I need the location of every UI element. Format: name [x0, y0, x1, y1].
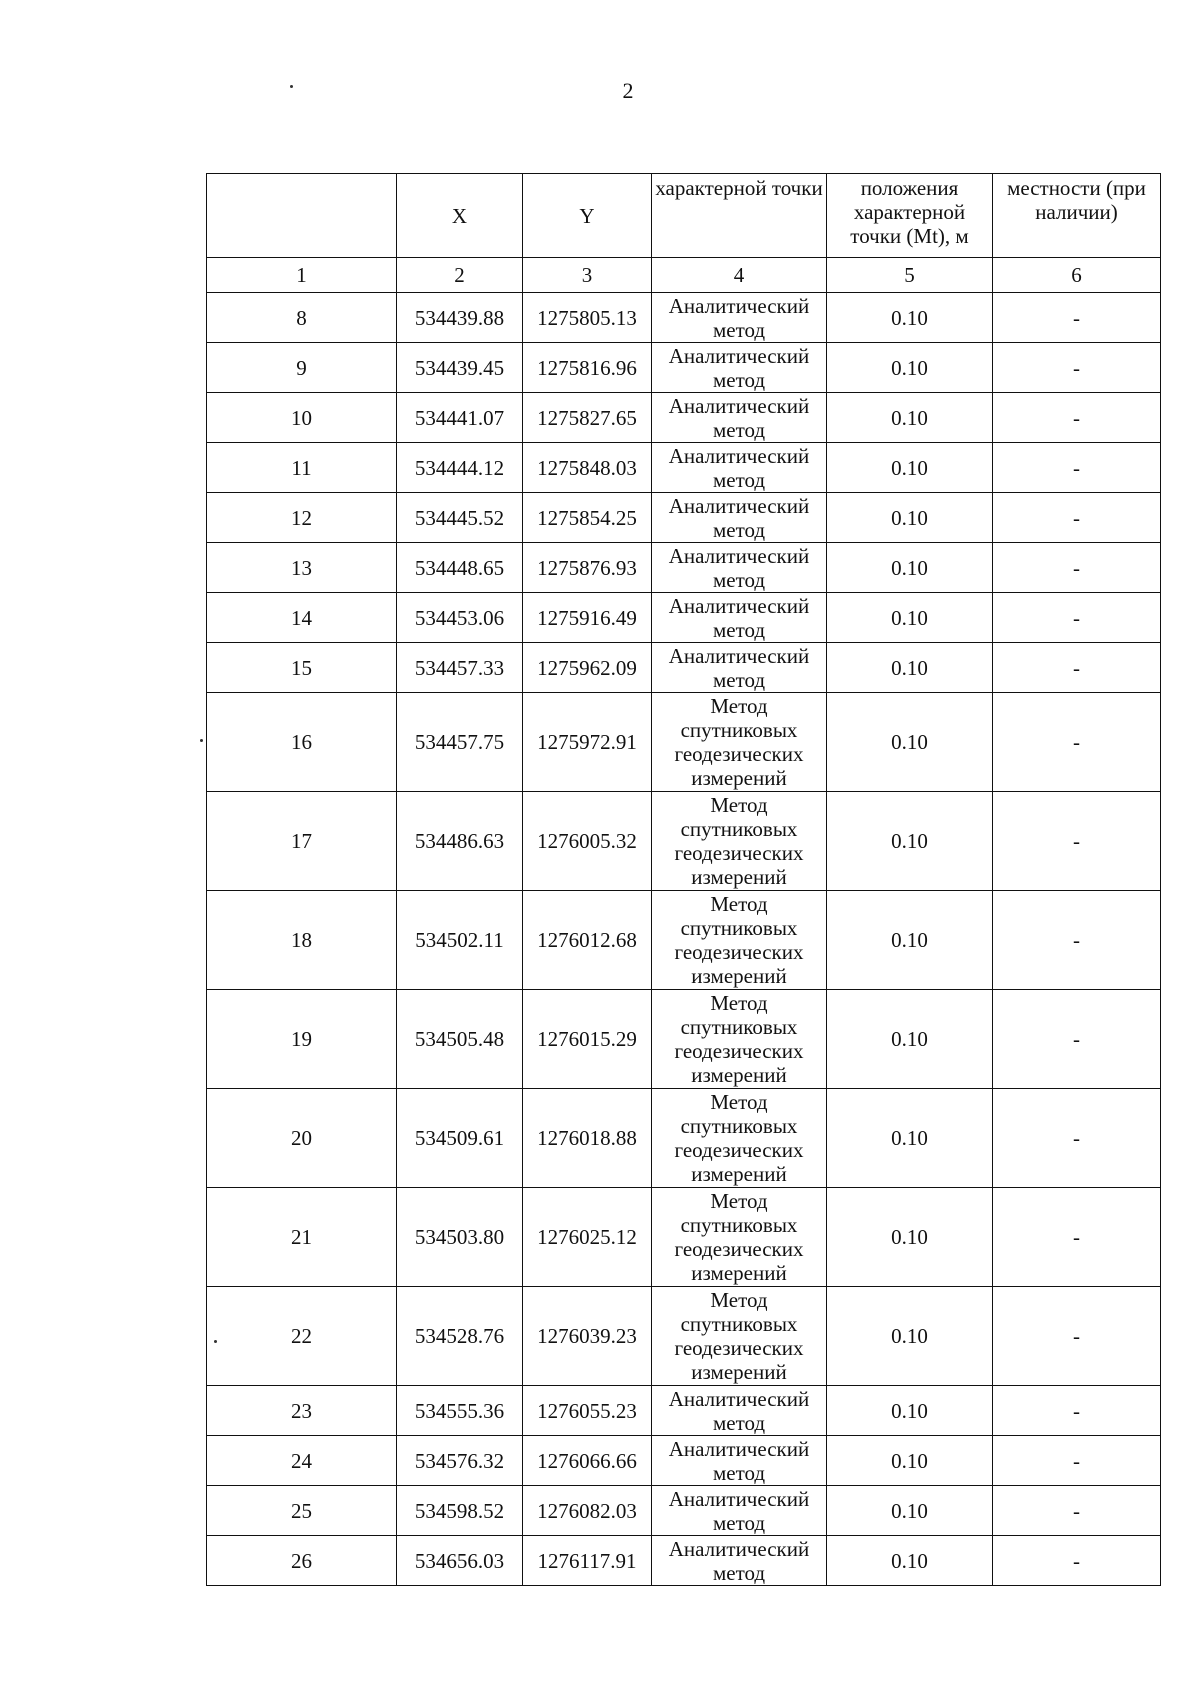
- y-coordinate-cell: 1276025.12: [523, 1188, 652, 1287]
- description-cell: -: [993, 343, 1161, 393]
- description-cell: -: [993, 1486, 1161, 1536]
- description-cell: -: [993, 293, 1161, 343]
- description-cell: -: [993, 1536, 1161, 1586]
- y-coordinate-cell: 1276018.88: [523, 1089, 652, 1188]
- accuracy-cell: 0.10: [827, 1436, 993, 1486]
- y-coordinate-cell: 1276012.68: [523, 891, 652, 990]
- description-cell: -: [993, 891, 1161, 990]
- accuracy-cell: 0.10: [827, 1486, 993, 1536]
- description-cell: -: [993, 1436, 1161, 1486]
- point-number-cell: 26: [207, 1536, 397, 1586]
- method-cell: Метод спутниковых геодезических измерений: [652, 1089, 827, 1188]
- x-coordinate-cell: 534441.07: [397, 393, 523, 443]
- x-coordinate-cell: 534439.45: [397, 343, 523, 393]
- x-coordinate-cell: 534503.80: [397, 1188, 523, 1287]
- method-cell: Аналитический метод: [652, 443, 827, 493]
- y-coordinate-cell: 1275816.96: [523, 343, 652, 393]
- x-coordinate-cell: 534453.06: [397, 593, 523, 643]
- table-row: [207, 693, 1161, 792]
- accuracy-cell: 0.10: [827, 293, 993, 343]
- method-cell: Аналитический метод: [652, 543, 827, 593]
- scan-speck: [290, 85, 293, 88]
- header-cell-accuracy: положения характерной точки (Mt), м: [827, 174, 993, 258]
- description-cell: -: [993, 593, 1161, 643]
- point-number-cell: 22: [207, 1287, 397, 1386]
- description-cell: -: [993, 643, 1161, 693]
- table-row: [207, 1386, 1161, 1436]
- description-cell: -: [993, 443, 1161, 493]
- column-number: 6: [993, 258, 1161, 293]
- table-row: [207, 593, 1161, 643]
- accuracy-cell: 0.10: [827, 693, 993, 792]
- description-cell: -: [993, 1287, 1161, 1386]
- table-row: [207, 1436, 1161, 1486]
- description-cell: -: [993, 543, 1161, 593]
- table-body: [207, 293, 1161, 1586]
- table-row: [207, 493, 1161, 543]
- table-row: [207, 643, 1161, 693]
- table-header-row: [207, 174, 1161, 258]
- accuracy-cell: 0.10: [827, 792, 993, 891]
- accuracy-cell: 0.10: [827, 1386, 993, 1436]
- method-cell: Метод спутниковых геодезических измерений: [652, 693, 827, 792]
- accuracy-cell: 0.10: [827, 643, 993, 693]
- accuracy-cell: 0.10: [827, 393, 993, 443]
- description-cell: -: [993, 393, 1161, 443]
- method-cell: Аналитический метод: [652, 343, 827, 393]
- header-cell-x: X: [397, 174, 523, 258]
- y-coordinate-cell: 1276117.91: [523, 1536, 652, 1586]
- x-coordinate-cell: 534445.52: [397, 493, 523, 543]
- point-number-cell: 8: [207, 293, 397, 343]
- column-number: 5: [827, 258, 993, 293]
- point-number-cell: 23: [207, 1386, 397, 1436]
- method-cell: Метод спутниковых геодезических измерений: [652, 1188, 827, 1287]
- point-number-cell: 13: [207, 543, 397, 593]
- table-row: [207, 1486, 1161, 1536]
- x-coordinate-cell: 534457.75: [397, 693, 523, 792]
- x-coordinate-cell: 534576.32: [397, 1436, 523, 1486]
- description-cell: -: [993, 493, 1161, 543]
- point-number-cell: 11: [207, 443, 397, 493]
- table-row: [207, 1536, 1161, 1586]
- accuracy-cell: 0.10: [827, 443, 993, 493]
- method-cell: Аналитический метод: [652, 643, 827, 693]
- point-number-cell: 24: [207, 1436, 397, 1486]
- accuracy-cell: 0.10: [827, 990, 993, 1089]
- method-cell: Аналитический метод: [652, 1486, 827, 1536]
- table-row: [207, 1287, 1161, 1386]
- description-cell: -: [993, 990, 1161, 1089]
- x-coordinate-cell: 534505.48: [397, 990, 523, 1089]
- y-coordinate-cell: 1275805.13: [523, 293, 652, 343]
- scan-speck: [200, 739, 203, 742]
- table-row: [207, 1089, 1161, 1188]
- method-cell: Аналитический метод: [652, 1386, 827, 1436]
- point-number-cell: 12: [207, 493, 397, 543]
- header-cell-y: Y: [523, 174, 652, 258]
- coordinates-table: [206, 173, 1161, 1586]
- method-cell: Метод спутниковых геодезических измерений: [652, 1287, 827, 1386]
- point-number-cell: 20: [207, 1089, 397, 1188]
- description-cell: -: [993, 693, 1161, 792]
- description-cell: -: [993, 1386, 1161, 1436]
- accuracy-cell: 0.10: [827, 593, 993, 643]
- y-coordinate-cell: 1276005.32: [523, 792, 652, 891]
- accuracy-cell: 0.10: [827, 891, 993, 990]
- y-coordinate-cell: 1275848.03: [523, 443, 652, 493]
- method-cell: Метод спутниковых геодезических измерений: [652, 990, 827, 1089]
- y-coordinate-cell: 1275972.91: [523, 693, 652, 792]
- accuracy-cell: 0.10: [827, 1089, 993, 1188]
- accuracy-cell: 0.10: [827, 493, 993, 543]
- method-cell: Аналитический метод: [652, 1536, 827, 1586]
- table-row: [207, 443, 1161, 493]
- method-cell: Аналитический метод: [652, 493, 827, 543]
- accuracy-cell: 0.10: [827, 1188, 993, 1287]
- x-coordinate-cell: 534457.33: [397, 643, 523, 693]
- column-number-row: [207, 258, 1161, 293]
- y-coordinate-cell: 1275876.93: [523, 543, 652, 593]
- point-number-cell: 19: [207, 990, 397, 1089]
- x-coordinate-cell: 534555.36: [397, 1386, 523, 1436]
- y-coordinate-cell: 1275916.49: [523, 593, 652, 643]
- y-coordinate-cell: 1275962.09: [523, 643, 652, 693]
- x-coordinate-cell: 534502.11: [397, 891, 523, 990]
- method-cell: Метод спутниковых геодезических измерений: [652, 792, 827, 891]
- table-row: [207, 792, 1161, 891]
- accuracy-cell: 0.10: [827, 343, 993, 393]
- table-row: [207, 343, 1161, 393]
- point-number-cell: 14: [207, 593, 397, 643]
- y-coordinate-cell: 1276066.66: [523, 1436, 652, 1486]
- y-coordinate-cell: 1276015.29: [523, 990, 652, 1089]
- description-cell: -: [993, 1188, 1161, 1287]
- description-cell: -: [993, 1089, 1161, 1188]
- point-number-cell: 10: [207, 393, 397, 443]
- column-number: 3: [523, 258, 652, 293]
- header-cell-method: характерной точки: [652, 174, 827, 258]
- point-number-cell: 16: [207, 693, 397, 792]
- method-cell: Аналитический метод: [652, 393, 827, 443]
- table-row: [207, 393, 1161, 443]
- column-number: 4: [652, 258, 827, 293]
- accuracy-cell: 0.10: [827, 543, 993, 593]
- header-cell-description: местности (при наличии): [993, 174, 1161, 258]
- description-cell: -: [993, 792, 1161, 891]
- accuracy-cell: 0.10: [827, 1287, 993, 1386]
- method-cell: Аналитический метод: [652, 593, 827, 643]
- y-coordinate-cell: 1276039.23: [523, 1287, 652, 1386]
- x-coordinate-cell: 534448.65: [397, 543, 523, 593]
- x-coordinate-cell: 534598.52: [397, 1486, 523, 1536]
- page-number: 2: [622, 78, 634, 103]
- table-row: [207, 293, 1161, 343]
- x-coordinate-cell: 534656.03: [397, 1536, 523, 1586]
- x-coordinate-cell: 534528.76: [397, 1287, 523, 1386]
- point-number-cell: 18: [207, 891, 397, 990]
- x-coordinate-cell: 534509.61: [397, 1089, 523, 1188]
- table-row: [207, 1188, 1161, 1287]
- point-number-cell: 9: [207, 343, 397, 393]
- accuracy-cell: 0.10: [827, 1536, 993, 1586]
- y-coordinate-cell: 1275827.65: [523, 393, 652, 443]
- point-number-cell: 15: [207, 643, 397, 693]
- point-number-cell: 21: [207, 1188, 397, 1287]
- x-coordinate-cell: 534444.12: [397, 443, 523, 493]
- column-number: 2: [397, 258, 523, 293]
- point-number-cell: 17: [207, 792, 397, 891]
- table-row: [207, 990, 1161, 1089]
- method-cell: Аналитический метод: [652, 1436, 827, 1486]
- y-coordinate-cell: 1276055.23: [523, 1386, 652, 1436]
- y-coordinate-cell: 1275854.25: [523, 493, 652, 543]
- table-row: [207, 543, 1161, 593]
- y-coordinate-cell: 1276082.03: [523, 1486, 652, 1536]
- method-cell: Метод спутниковых геодезических измерений: [652, 891, 827, 990]
- column-number: 1: [207, 258, 397, 293]
- point-number-cell: 25: [207, 1486, 397, 1536]
- x-coordinate-cell: 534439.88: [397, 293, 523, 343]
- header-cell-point: [207, 174, 397, 258]
- x-coordinate-cell: 534486.63: [397, 792, 523, 891]
- table-row: [207, 891, 1161, 990]
- method-cell: Аналитический метод: [652, 293, 827, 343]
